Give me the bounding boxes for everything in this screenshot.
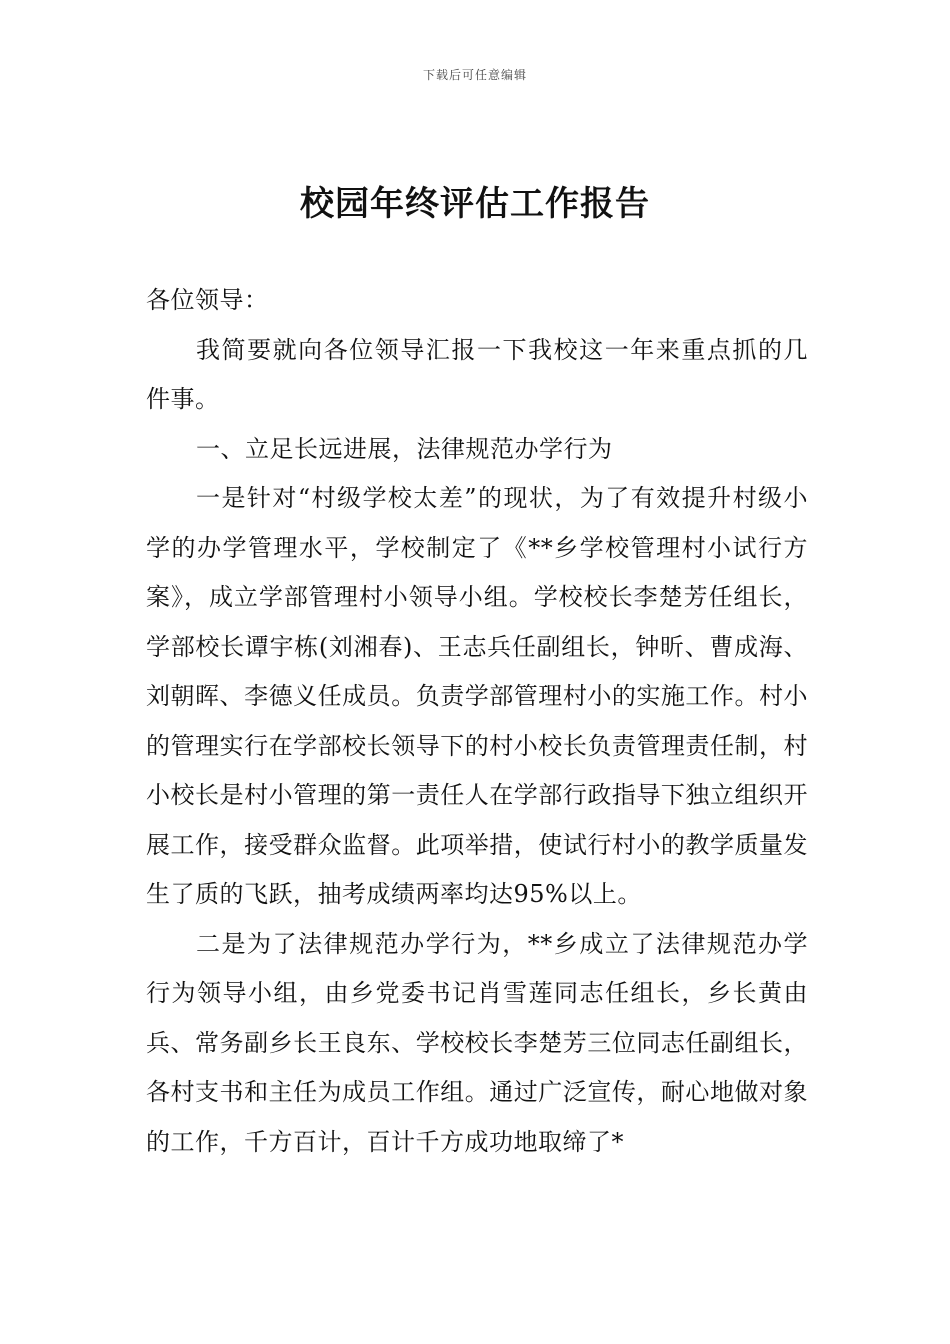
- document-title: 校园年终评估工作报告: [300, 184, 650, 224]
- paragraph-point-1: 一是针对“村级学校太差”的现状，为了有效提升村级小学的办学管理水平，学校制定了《**乡学校管理村小试行方案》，成立学部管理村小领导小组。学校校长李楚芳任组长，学部校长谭宇栋(刘湘春)、王志兵任副组长，钟昕、曹成海、刘朝晖、李德义任成员。负责学部管理村小的实施工作。村小的管理实行在学部校长领导下的村小校长负责管理责任制，村小校长是村小管理的第一责任人在学部行政指导下独立组织开展工作，接受群众监督。此项举措，使试行村小的教学质量发生了质的飞跃，抽考成绩两率均达95%以上。: [146, 484, 808, 908]
- paragraph-point-2: 二是为了法律规范办学行为，**乡成立了法律规范办学行为领导小组，由乡党委书记肖雪莲同志任组长，乡长黄由兵、常务副乡长王良东、学校校长李楚芳三位同志任副组长，各村支书和主任为成员工作组。通过广泛宣传，耐心地做对象的工作，千方百计，百计千方成功地取缔了*: [146, 929, 808, 1156]
- header-note: 下载后可任意编辑: [422, 68, 527, 82]
- section-heading-1: 一、立足长远进展，法律规范办学行为: [196, 434, 613, 463]
- paragraph-intro: 我简要就向各位领导汇报一下我校这一年来重点抓的几件事。: [146, 335, 808, 413]
- document-body: [146, 276, 808, 1167]
- salutation: 各位领导：: [146, 286, 269, 314]
